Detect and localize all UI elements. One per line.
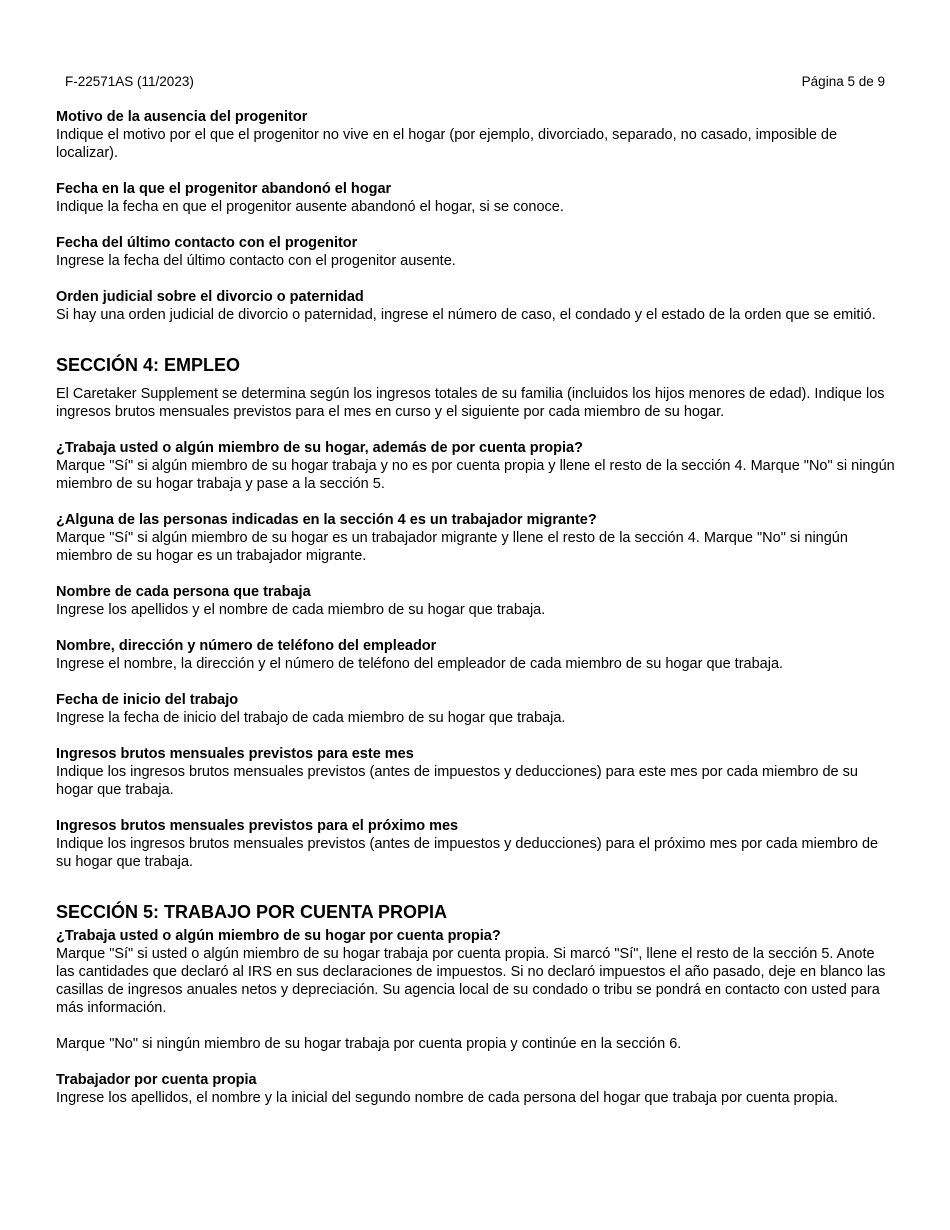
instruction-text: Ingrese la fecha de inicio del trabajo de cada miembro de su hogar que trabaja. [56, 710, 566, 726]
instruction-title: Ingresos brutos mensuales previstos para este mes [56, 746, 414, 762]
instruction-title: Fecha de inicio del trabajo [56, 692, 239, 708]
page-number: Página 5 de 9 [801, 74, 885, 89]
instruction-item [56, 691, 896, 727]
instruction-title: Nombre de cada persona que trabaja [56, 584, 311, 600]
instruction-item [56, 745, 896, 799]
instruction-item [56, 108, 896, 162]
section-5-heading: SECCIÓN 5: TRABAJO POR CUENTA PROPIA [56, 902, 448, 922]
instruction-text: Ingrese los apellidos, el nombre y la inicial del segundo nombre de cada persona del hogar que trabaja por cuenta propia. [56, 1090, 838, 1106]
instruction-item [56, 583, 896, 619]
instruction-item [56, 927, 896, 1017]
instruction-title: ¿Trabaja usted o algún miembro de su hogar por cuenta propia? [56, 928, 501, 944]
instruction-item [56, 637, 896, 673]
instruction-text: Indique los ingresos brutos mensuales previstos (antes de impuestos y deducciones) para este mes por cada miembro de su hogar que trabaja. [56, 764, 858, 798]
instruction-title: Ingresos brutos mensuales previstos para el próximo mes [56, 818, 459, 834]
instruction-item [56, 1071, 896, 1107]
instruction-item [56, 288, 896, 324]
instruction-title: Motivo de la ausencia del progenitor [56, 109, 308, 125]
instruction-text: Marque "No" si ningún miembro de su hogar trabaja por cuenta propia y continúe en la sección 6. [56, 1036, 682, 1052]
instruction-text: Indique la fecha en que el progenitor ausente abandonó el hogar, si se conoce. [56, 199, 564, 215]
page-content [56, 108, 896, 1107]
instruction-text: Indique los ingresos brutos mensuales previstos (antes de impuestos y deducciones) para el próximo mes por cada miembro de su hogar que trabaja. [56, 836, 879, 870]
document-page [56, 74, 896, 1125]
instruction-text: Si hay una orden judicial de divorcio o paternidad, ingrese el número de caso, el condado y el estado de la orden que se emitió. [56, 307, 876, 323]
instruction-title: Nombre, dirección y número de teléfono del empleador [56, 638, 437, 654]
instruction-text: Ingrese los apellidos y el nombre de cada miembro de su hogar que trabaja. [56, 602, 546, 618]
instruction-text: Marque "Sí" si usted o algún miembro de su hogar trabaja por cuenta propia. Si marcó "Sí", llene el resto de la sección 5. Anote las cantidades que declaró al IRS en sus declaraciones de impuestos. Si no declaró impuestos el año pasado, deje en blanco las casillas de ingresos anuales netos y depreciación. Su agencia local de su condado o tribu se pondrá en contacto con usted para más información. [56, 946, 886, 1016]
instruction-text: Ingrese la fecha del último contacto con el progenitor ausente. [56, 253, 456, 269]
instruction-text: Marque "Sí" si algún miembro de su hogar es un trabajador migrante y llene el resto de la sección 4. Marque "No" si ningún miembro de su hogar es un trabajador migrante. [56, 530, 848, 564]
instruction-title: Fecha del último contacto con el progenitor [56, 235, 358, 251]
instruction-item [56, 439, 896, 493]
instruction-text: Indique el motivo por el que el progenitor no vive en el hogar (por ejemplo, divorciado, separado, no casado, imposible de localizar). [56, 127, 838, 161]
form-id: F-22571AS (11/2023) [65, 74, 194, 89]
instruction-text: Ingrese el nombre, la dirección y el número de teléfono del empleador de cada miembro de su hogar que trabaja. [56, 656, 784, 672]
section-4-intro: El Caretaker Supplement se determina según los ingresos totales de su familia (incluidos los hijos menores de edad). Indique los ingresos brutos mensuales previstos para el mes en curso y el siguiente por cada miembro de su hogar. [56, 386, 885, 420]
instruction-item [56, 234, 896, 270]
instruction-text: Marque "Sí" si algún miembro de su hogar trabaja y no es por cuenta propia y llene el resto de la sección 4. Marque "No" si ningún miembro de su hogar trabaja y pase a la sección 5. [56, 458, 895, 492]
instruction-title: ¿Trabaja usted o algún miembro de su hogar, además de por cuenta propia? [56, 440, 583, 456]
page-header [56, 74, 896, 92]
instruction-title: Trabajador por cuenta propia [56, 1072, 257, 1088]
section-4-heading: SECCIÓN 4: EMPLEO [56, 355, 241, 375]
instruction-title: Orden judicial sobre el divorcio o paternidad [56, 289, 364, 305]
instruction-item [56, 817, 896, 871]
instruction-item [56, 511, 896, 565]
instruction-item [56, 180, 896, 216]
instruction-title: Fecha en la que el progenitor abandonó el hogar [56, 181, 392, 197]
instruction-title: ¿Alguna de las personas indicadas en la sección 4 es un trabajador migrante? [56, 512, 597, 528]
